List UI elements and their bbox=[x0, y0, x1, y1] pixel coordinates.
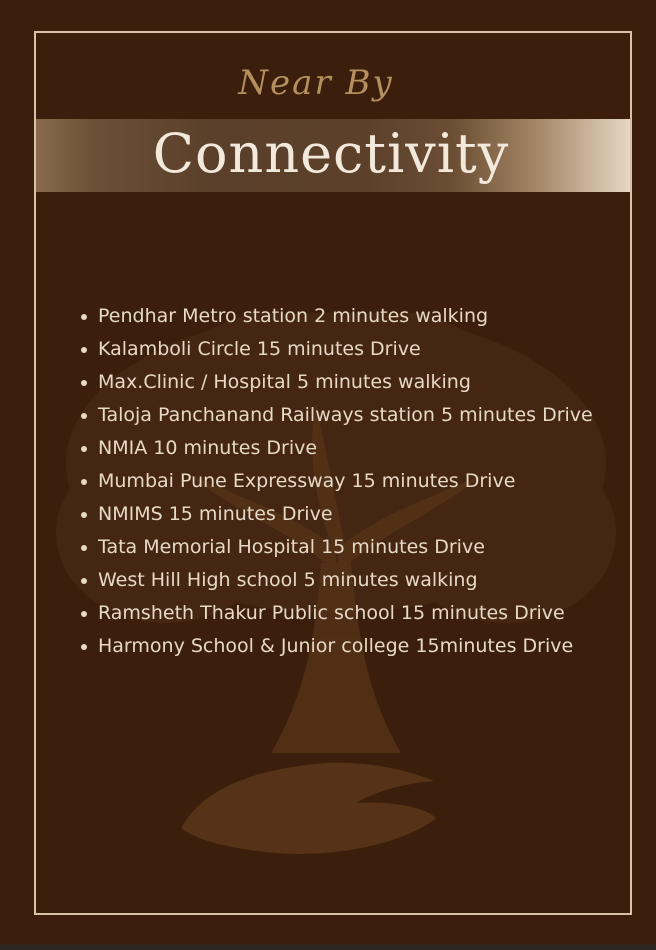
list-item bbox=[78, 432, 598, 465]
list-item-text: Harmony School & Junior college 15minutes Drive bbox=[98, 635, 574, 657]
list-item-text: NMIA 10 minutes Drive bbox=[98, 437, 318, 459]
list-item bbox=[78, 366, 598, 399]
list-item bbox=[78, 399, 598, 432]
list-item bbox=[78, 564, 598, 597]
list-item-text: NMIMS 15 minutes Drive bbox=[98, 503, 333, 525]
list-item-text: Ramsheth Thakur Public school 15 minutes Drive bbox=[98, 602, 565, 624]
bullet-icon bbox=[81, 578, 87, 584]
list-item bbox=[78, 498, 598, 531]
title-banner bbox=[36, 119, 630, 192]
list-item-text: Max.Clinic / Hospital 5 minutes walking bbox=[98, 371, 471, 393]
bullet-icon bbox=[81, 380, 87, 386]
bullet-icon bbox=[81, 446, 87, 452]
list-item bbox=[78, 597, 598, 630]
list-item-text: Pendhar Metro station 2 minutes walking bbox=[98, 305, 489, 327]
connectivity-list bbox=[78, 300, 598, 663]
hand-shape bbox=[181, 763, 436, 854]
bottom-strip bbox=[0, 945, 656, 950]
list-item bbox=[78, 630, 598, 663]
bullet-icon bbox=[81, 413, 87, 419]
bullet-icon bbox=[81, 611, 87, 617]
content-frame bbox=[34, 31, 632, 915]
page-title: Connectivity bbox=[152, 122, 510, 185]
bullet-icon bbox=[81, 512, 87, 518]
near-by-subtitle: Near By bbox=[238, 63, 394, 103]
list-item bbox=[78, 300, 598, 333]
list-item bbox=[78, 465, 598, 498]
list-item-text: Mumbai Pune Expressway 15 minutes Drive bbox=[98, 470, 516, 492]
list-item-text: Tata Memorial Hospital 15 minutes Drive bbox=[98, 536, 485, 558]
list-item-text: West Hill High school 5 minutes walking bbox=[98, 569, 478, 591]
list-item-text: Taloja Panchanand Railways station 5 minutes Drive bbox=[98, 404, 593, 426]
bullet-icon bbox=[81, 479, 87, 485]
list-item bbox=[78, 531, 598, 564]
bullet-icon bbox=[81, 545, 87, 551]
list-item bbox=[78, 333, 598, 366]
bullet-icon bbox=[81, 644, 87, 650]
list-item-text: Kalamboli Circle 15 minutes Drive bbox=[98, 338, 421, 360]
bullet-icon bbox=[81, 314, 87, 320]
bullet-icon bbox=[81, 347, 87, 353]
